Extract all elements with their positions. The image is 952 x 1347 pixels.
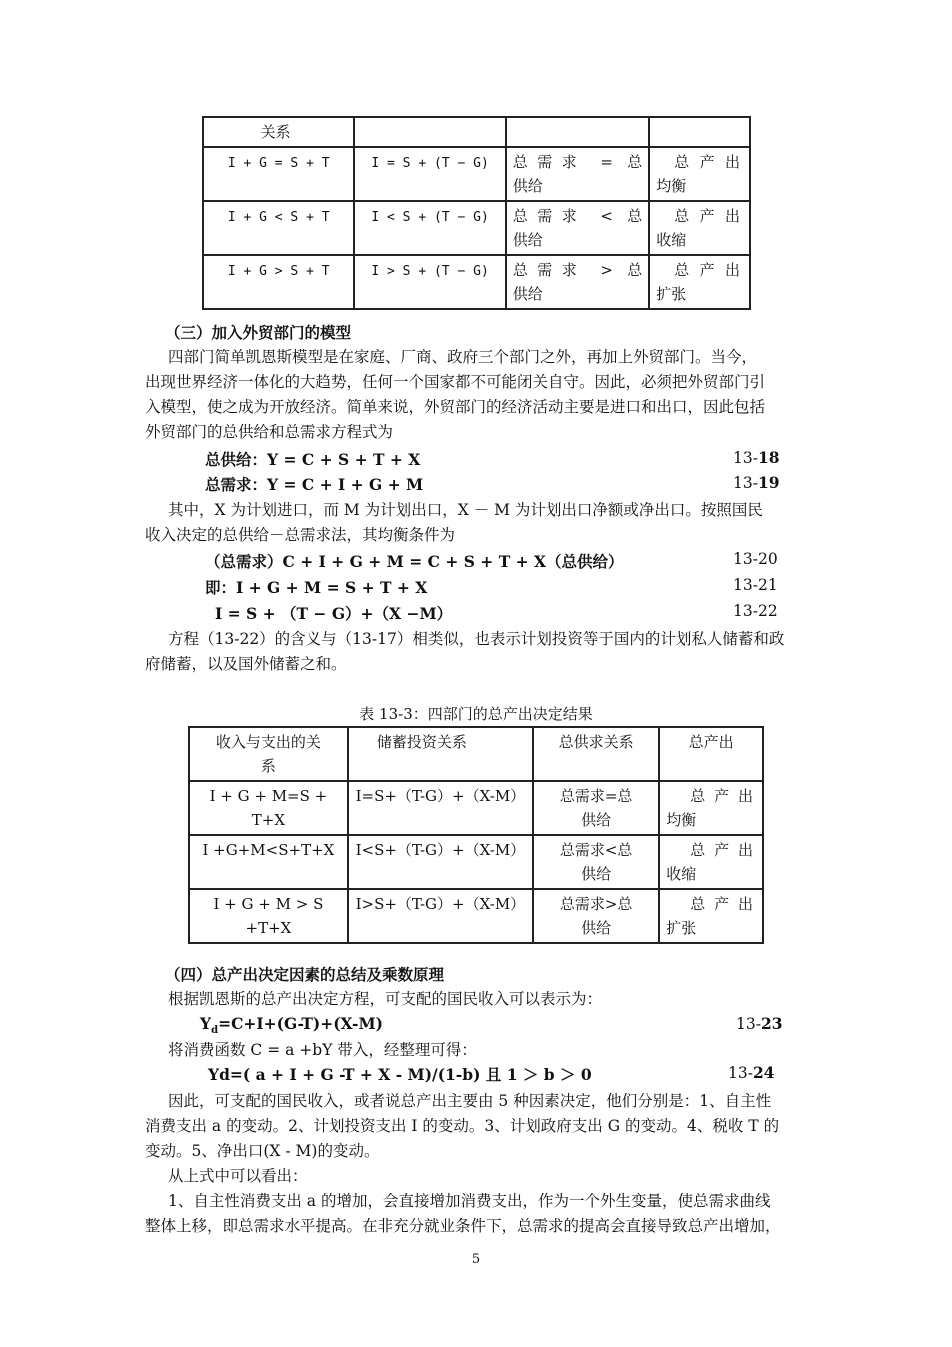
table-row: [203, 147, 750, 201]
equation-number: 13-20: [733, 550, 778, 568]
table-row: [189, 835, 763, 889]
table-cell: I < S + (T − G): [354, 201, 505, 255]
section-heading: （三）加入外贸部门的模型: [165, 323, 352, 342]
table-cell: 总需求 = 总 供给: [506, 147, 649, 201]
table-cell: I +G+M<S+T+X: [189, 835, 348, 889]
paragraph-line: 将消费函数 C = a +bY 带入，经整理可得：: [168, 1041, 477, 1059]
table-cell: 总需求 < 总 供给: [506, 201, 649, 255]
table-cell: I + G + M > S +T+X: [189, 889, 348, 943]
equation-number: 13-19: [733, 473, 780, 492]
table-header-cell: 储蓄投资关系: [348, 727, 533, 781]
equation-13-21: 即：I + G + M = S + T + X: [205, 578, 428, 597]
paragraph-line: 方程（13-22）的含义与（13-17）相类似，也表示计划投资等于国内的计划私人储蓄和政: [168, 630, 785, 648]
equation-number: 13-23: [736, 1014, 783, 1033]
table-cell: 总产出 扩张: [649, 255, 750, 309]
equation-13-18: 总供给：Y = C + S + T + X: [205, 450, 421, 469]
table-cell: I + G > S + T: [203, 255, 354, 309]
paragraph-line: 1、自主性消费支出 a 的增加，会直接增加消费支出，作为一个外生变量，使总需求曲线: [168, 1192, 771, 1210]
equation-13-23: $Y_d=C+I+(G-T)+(X-M)$: [200, 1014, 383, 1037]
paragraph-line: 从上式中可以看出：: [168, 1167, 308, 1185]
table-row: [189, 781, 763, 835]
table-header-cell: 总供求关系: [533, 727, 659, 781]
table-cell: 总需求=总 供给: [533, 781, 659, 835]
table-cell: I > S + (T − G): [354, 255, 505, 309]
table-header-cell: 总产出: [659, 727, 763, 781]
table-cell: I>S+（T-G）+（X-M）: [348, 889, 533, 943]
table-cell: 关系: [203, 117, 354, 147]
table-header-cell: 收入与支出的关 系: [189, 727, 348, 781]
paragraph-line: 消费支出 a 的变动。2、计划投资支出 I 的变动。3、计划政府支出 G 的变动。4、税收 T 的: [145, 1117, 780, 1135]
table-caption: 表 13-3：四部门的总产出决定结果: [359, 705, 593, 723]
table-header-row: [189, 727, 763, 781]
paragraph-line: 入模型，使之成为开放经济。简单来说，外贸部门的经济活动主要是进口和出口，因此包括: [145, 398, 766, 416]
table-cell: I=S+（T-G）+（X-M）: [348, 781, 533, 835]
table-cell: 总需求<总 供给: [533, 835, 659, 889]
table-cell: I = S + (T − G): [354, 147, 505, 201]
paragraph-line: 四部门简单凯恩斯模型是在家庭、厂商、政府三个部门之外，再加上外贸部门。当今，: [168, 348, 758, 366]
section-heading: （四）总产出决定因素的总结及乘数原理: [165, 965, 445, 984]
equation-number: 13-21: [733, 576, 778, 594]
table-cell: 总需求 > 总 供给: [506, 255, 649, 309]
equation-13-24: Yd=( a + I + G -T + X - M)/(1-b) 且 1 ＞ b ＞ 0: [208, 1065, 592, 1084]
table-cell: 总产出 均衡: [649, 147, 750, 201]
table-cell: I + G < S + T: [203, 201, 354, 255]
equation-number: 13-18: [733, 448, 780, 467]
paragraph-line: 收入决定的总供给－总需求法，其均衡条件为: [145, 526, 456, 544]
table-cell: 总产出 收缩: [649, 201, 750, 255]
table-row: [203, 117, 750, 147]
table-cell: 总产出 扩张: [659, 889, 763, 943]
table-cell: [649, 117, 750, 147]
table-cell: I + G = S + T: [203, 147, 354, 201]
equation-13-19: 总需求：Y = C + I + G + M: [205, 475, 424, 494]
paragraph-line: 其中，X 为计划进口，而 M 为计划出口，X － M 为计划出口净额或净出口。按照国民: [168, 501, 763, 519]
paragraph-line: 府储蓄，以及国外储蓄之和。: [145, 655, 347, 673]
income-expenditure-table-3sector: [202, 116, 751, 310]
paragraph-line: 出现世界经济一体化的大趋势，任何一个国家都不可能闭关自守。因此，必须把外贸部门引: [145, 373, 766, 391]
table-cell: I + G + M=S + T+X: [189, 781, 348, 835]
table-row: [203, 201, 750, 255]
table-row: [189, 889, 763, 943]
four-sector-output-table: [188, 726, 764, 944]
equation-13-22: I = S + （T − G）+（X −M）: [215, 604, 453, 623]
paragraph-line: 变动。5、净出口(X - M)的变动。: [145, 1142, 380, 1160]
table-cell: 总需求>总 供给: [533, 889, 659, 943]
equation-number: 13-22: [733, 602, 778, 620]
page-number: 5: [471, 1252, 481, 1267]
table-cell: 总产出 均衡: [659, 781, 763, 835]
paragraph-line: 外贸部门的总供给和总需求方程式为: [145, 423, 394, 441]
equation-13-20: （总需求）C + I + G + M = C + S + T + X（总供给）: [205, 552, 624, 571]
table-cell: [354, 117, 505, 147]
paragraph-line: 因此，可支配的国民收入，或者说总产出主要由 5 种因素决定，他们分别是：1、自主性: [168, 1092, 772, 1110]
table-cell: [506, 117, 649, 147]
table-cell: I<S+（T-G）+（X-M）: [348, 835, 533, 889]
equation-number: 13-24: [728, 1063, 775, 1082]
paragraph-line: 整体上移，即总需求水平提高。在非充分就业条件下，总需求的提高会直接导致总产出增加，: [145, 1217, 781, 1235]
table-row: [203, 255, 750, 309]
paragraph-line: 根据凯恩斯的总产出决定方程，可支配的国民收入可以表示为：: [168, 990, 603, 1008]
table-cell: 总产出 收缩: [659, 835, 763, 889]
